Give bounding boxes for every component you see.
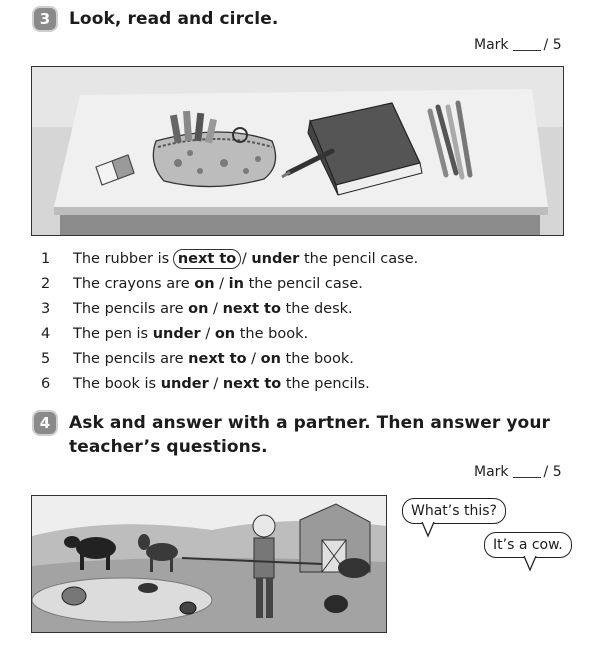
question-text-end: the pencils. bbox=[281, 376, 370, 392]
farm-illustration bbox=[31, 495, 387, 633]
question-number: 5 bbox=[41, 351, 51, 367]
hen bbox=[324, 595, 348, 613]
question-text-end: the pencil case. bbox=[243, 276, 363, 292]
question-number: 4 bbox=[41, 326, 51, 342]
question-2 bbox=[41, 276, 581, 296]
mark-total: / 5 bbox=[543, 464, 562, 480]
question-text: The pencils are bbox=[73, 301, 189, 317]
speech-bubble-answer: It’s a cow. bbox=[484, 532, 572, 558]
option-a[interactable]: under bbox=[152, 326, 201, 342]
exercise-3-mark bbox=[474, 37, 562, 53]
option-separator: / bbox=[208, 376, 223, 392]
option-b[interactable]: next to bbox=[222, 301, 281, 317]
option-separator: / bbox=[237, 251, 252, 267]
mark-total: / 5 bbox=[543, 37, 562, 53]
speech-bubble-question: What’s this? bbox=[402, 498, 506, 524]
bee bbox=[180, 602, 196, 614]
question-text-end: the pencil case. bbox=[299, 251, 419, 267]
option-a[interactable]: next to bbox=[188, 351, 247, 367]
pond bbox=[32, 578, 212, 622]
question-text-end: the book. bbox=[235, 326, 309, 342]
exercise-4-mark bbox=[474, 464, 562, 480]
option-b[interactable]: in bbox=[228, 276, 244, 292]
option-a[interactable]: under bbox=[160, 376, 209, 392]
mark-label: Mark bbox=[474, 37, 509, 53]
frog bbox=[62, 587, 86, 605]
option-separator: / bbox=[214, 276, 229, 292]
option-b[interactable]: under bbox=[251, 251, 300, 267]
question-1 bbox=[41, 251, 581, 271]
question-6 bbox=[41, 376, 581, 396]
option-a[interactable]: on bbox=[194, 276, 215, 292]
mark-label: Mark bbox=[474, 464, 509, 480]
exercise-4-badge: 4 bbox=[34, 412, 56, 434]
exercise-4-title-line-2: teacher’s questions. bbox=[69, 437, 268, 457]
question-text: The crayons are bbox=[73, 276, 195, 292]
option-b[interactable]: next to bbox=[222, 376, 282, 392]
option-a[interactable]: on bbox=[188, 301, 209, 317]
bubble-tail-question bbox=[420, 522, 440, 538]
question-text-end: the desk. bbox=[280, 301, 353, 317]
question-number: 3 bbox=[41, 301, 51, 317]
exercise-4-title-line-1: Ask and answer with a partner. Then answer your bbox=[69, 413, 551, 433]
bubble-tail-answer bbox=[522, 556, 542, 572]
question-5 bbox=[41, 351, 581, 371]
question-text: The rubber is bbox=[73, 251, 174, 267]
question-text: The pencils are bbox=[73, 351, 189, 367]
duck bbox=[138, 583, 158, 593]
exercise-3-badge: 3 bbox=[34, 8, 56, 30]
question-number: 6 bbox=[41, 376, 51, 392]
desk-illustration bbox=[31, 66, 564, 236]
option-b[interactable]: on bbox=[214, 326, 236, 342]
exercise-3-title: Look, read and circle. bbox=[69, 9, 279, 29]
question-number: 1 bbox=[41, 251, 51, 267]
question-text: The book is bbox=[73, 376, 161, 392]
question-text: The pen is bbox=[73, 326, 153, 342]
question-text-end: the book. bbox=[280, 351, 354, 367]
question-3 bbox=[41, 301, 581, 321]
option-separator: / bbox=[208, 301, 223, 317]
sheep bbox=[338, 558, 370, 578]
question-number: 2 bbox=[41, 276, 51, 292]
option-b[interactable]: on bbox=[260, 351, 281, 367]
option-circled[interactable]: next to bbox=[173, 249, 241, 269]
option-separator: / bbox=[246, 351, 261, 367]
option-separator: / bbox=[200, 326, 215, 342]
mark-blank[interactable] bbox=[513, 38, 541, 51]
question-4 bbox=[41, 326, 581, 346]
desk-top bbox=[54, 89, 548, 207]
mark-blank[interactable] bbox=[513, 465, 541, 478]
